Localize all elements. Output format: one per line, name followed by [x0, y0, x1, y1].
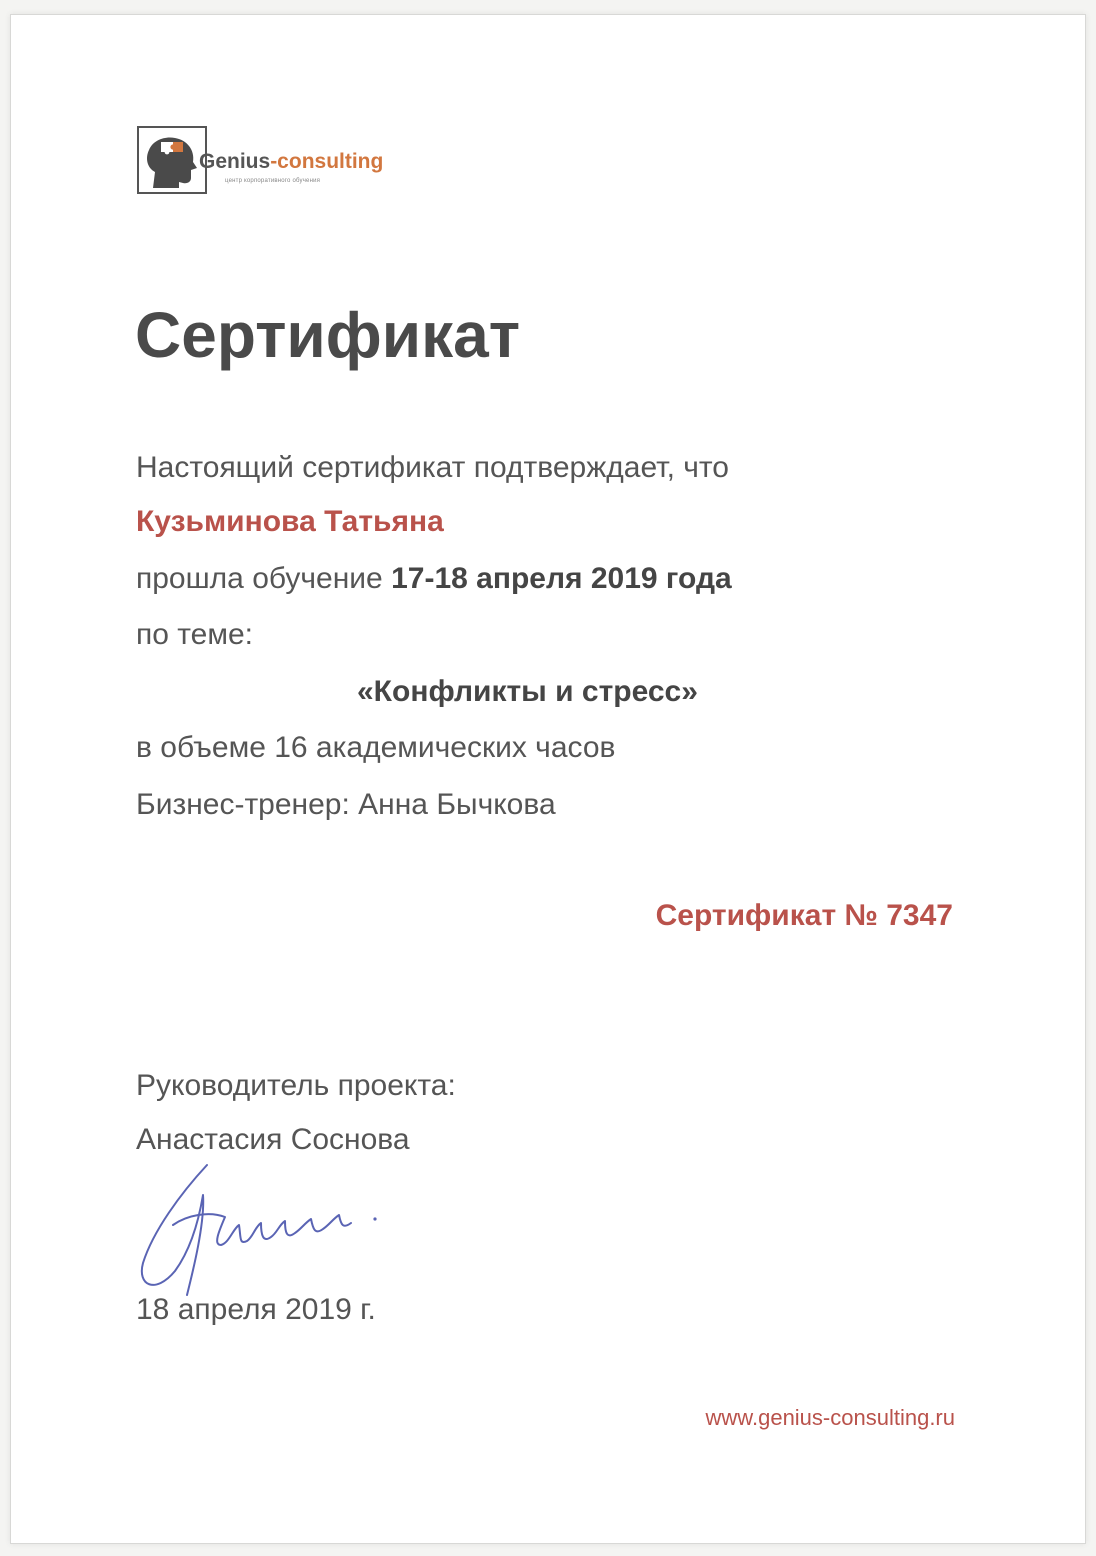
certificate-title: Сертификат: [135, 299, 521, 371]
training-line: [136, 562, 732, 596]
trainer-line: Бизнес-тренер: Анна Бычкова: [136, 788, 556, 821]
issue-date: 18 апреля 2019 г.: [136, 1293, 376, 1326]
certificate-number: Сертификат № 7347: [655, 899, 953, 932]
recipient-name: Кузьминова Татьяна: [136, 505, 444, 538]
logo-emblem: [137, 126, 207, 194]
training-dates: 17-18 апреля 2019 года: [391, 562, 732, 595]
course-volume: в объеме 16 академических часов: [136, 731, 616, 764]
logo-name-part1: Genius: [199, 150, 271, 173]
manager-name: Анастасия Соснова: [136, 1123, 410, 1156]
company-website: www.genius-consulting.ru: [705, 1405, 955, 1430]
training-prefix: прошла обучение: [136, 562, 392, 595]
logo-name: [199, 150, 383, 174]
signature: [129, 1153, 399, 1313]
head-puzzle-icon: [139, 128, 205, 192]
company-logo: [137, 126, 427, 198]
confirms-text: Настоящий сертификат подтверждает, что: [136, 451, 729, 484]
logo-name-part2: -consulting: [270, 150, 384, 173]
course-topic: «Конфликты и стресс»: [357, 675, 698, 708]
topic-prefix: по теме:: [136, 618, 253, 651]
manager-label: Руководитель проекта:: [136, 1069, 456, 1102]
certificate-sheet: [10, 14, 1086, 1544]
logo-tagline: центр корпоративного обучения: [225, 178, 321, 184]
